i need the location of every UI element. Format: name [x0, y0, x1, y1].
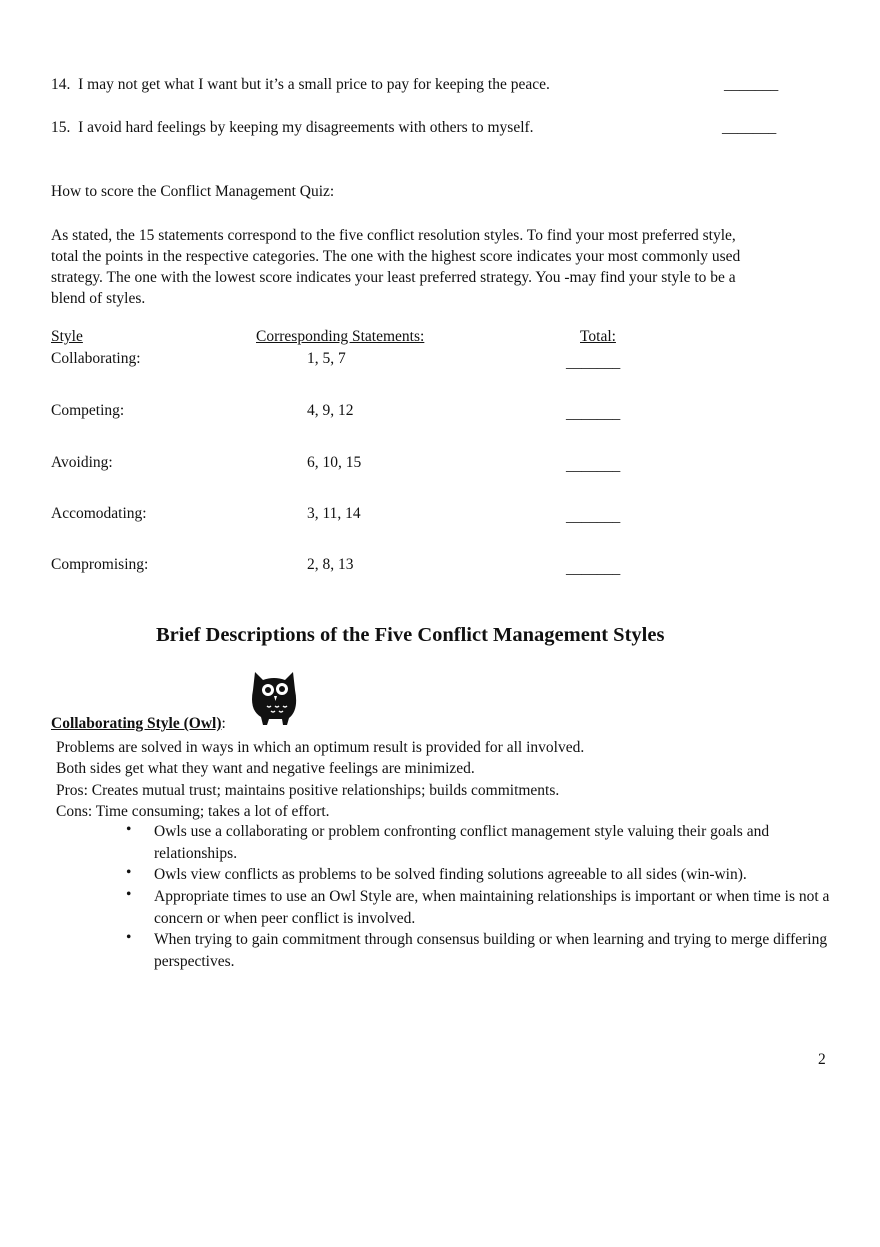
- bullet-text: Owls view conflicts as problems to be solved finding solutions agreeable to all sides (win-win).: [154, 866, 747, 883]
- answer-blank: _______: [724, 76, 779, 93]
- paragraph-line: total the points in the respective categories. The one with the highest score indicates your most commonly used: [51, 248, 741, 265]
- collaborating-description: [56, 737, 584, 822]
- bullet-icon: •: [126, 864, 132, 881]
- header-style: Style: [51, 328, 83, 345]
- scoring-heading: How to score the Conflict Management Quiz:: [51, 183, 335, 200]
- statement-text: I may not get what I want but it’s a small price to pay for keeping the peace.: [78, 76, 550, 93]
- paragraph-line: As stated, the 15 statements correspond to the five conflict resolution styles. To find your most preferred style,: [51, 227, 736, 244]
- answer-blank: _______: [722, 119, 777, 136]
- bullet-text: When trying to gain commitment through consensus building or when learning and trying to merge differing perspectives.: [154, 931, 828, 970]
- statement-numbers: 4, 9, 12: [307, 402, 354, 419]
- heading-colon: :: [221, 715, 226, 732]
- section-title: Brief Descriptions of the Five Conflict Management Styles: [156, 624, 665, 646]
- statement-numbers: 1, 5, 7: [307, 350, 346, 367]
- pros-line: Pros: Creates mutual trust; maintains positive relationships; builds commitments.: [56, 781, 560, 799]
- paragraph-line: blend of styles.: [51, 290, 146, 307]
- owl-icon: [249, 670, 299, 726]
- style-name: Compromising:: [51, 556, 149, 573]
- style-name: Competing:: [51, 402, 125, 419]
- statement-15: [51, 119, 534, 137]
- description-line: Problems are solved in ways in which an optimum result is provided for all involved.: [56, 739, 585, 756]
- total-blank: _______: [566, 457, 621, 474]
- total-blank: _______: [566, 560, 621, 577]
- statement-text: I avoid hard feelings by keeping my disagreements with others to myself.: [78, 119, 534, 136]
- total-blank: _______: [566, 354, 621, 371]
- style-name: Accomodating:: [51, 505, 147, 522]
- total-blank: _______: [566, 405, 621, 422]
- bullet-icon: •: [126, 929, 132, 946]
- statement-numbers: 6, 10, 15: [307, 454, 362, 471]
- statement-number: 15.: [51, 119, 71, 136]
- style-name: Collaborating:: [51, 350, 141, 367]
- bullet-icon: •: [126, 821, 132, 838]
- header-statements: Corresponding Statements:: [256, 328, 425, 345]
- header-total: Total:: [580, 328, 616, 345]
- bullet-text: Appropriate times to use an Owl Style are, when maintaining relationships is important or when time is not a concern or when peer conflict is involved.: [154, 888, 830, 927]
- bullet-text: Owls use a collaborating or problem confronting conflict management style valuing their goals and relationships.: [154, 823, 770, 862]
- scoring-paragraph: [51, 225, 740, 309]
- paragraph-line: strategy. The one with the lowest score indicates your least preferred strategy. You -may find your style to be a: [51, 269, 736, 286]
- statement-numbers: 3, 11, 14: [307, 505, 361, 522]
- statement-number: 14.: [51, 76, 71, 93]
- statement-numbers: 2, 8, 13: [307, 556, 354, 573]
- total-blank: _______: [566, 508, 621, 525]
- heading-text: Collaborating Style (Owl): [51, 715, 222, 732]
- description-line: Both sides get what they want and negative feelings are minimized.: [56, 760, 475, 778]
- collaborating-heading: [51, 715, 226, 733]
- page-number: 2: [818, 1051, 826, 1068]
- bullet-icon: •: [126, 886, 132, 903]
- statement-14: [51, 76, 550, 94]
- style-name: Avoiding:: [51, 454, 113, 471]
- cons-line: Cons: Time consuming; takes a lot of effort.: [56, 802, 330, 820]
